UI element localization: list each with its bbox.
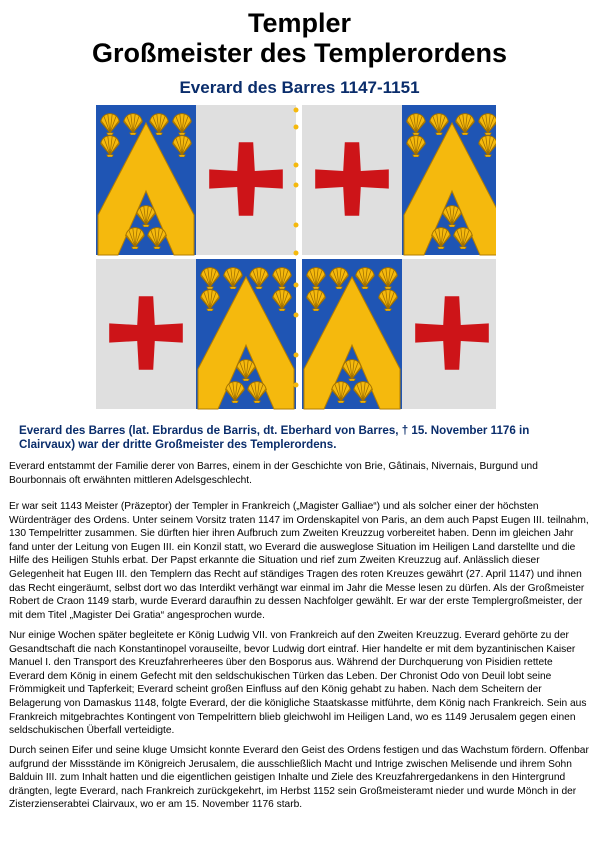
body-paragraph-2: Er war seit 1143 Meister (Präzeptor) der Templer in Frankreich („Magister Galliae“) und als solcher einer der höchsten Würdenträger des Ordens. Unter seinem Vorsitz traten 1147 im Ordenskapitel von Paris, an dem auch Papst Eugen III. teilnahm, 130 Tempelritter zusammen. Sie dürften hier ihren Aufbruch zum Zweiten Kreuzzug vorbereitet haben. Denn im gleichen Jahr fand unter der Leitung von Eugen III. ein Konzil statt, wo Everard die ausweglose Situation im Heiligen Land darstellte und die Hilfe des Heiligen Stuhls erbat. Der Papst erkannte die Situation und rief zum Zweiten Kreuzzug auf. Anlässlich dieser Gelegenheit hat Eugen III. den Templern das Recht auf ständiges Tragen des roten Kreuzes gewährt (27. April 1147) und ihnen das Recht eingeräumt, selbst dort wo das Interdikt verhängt war einmal im Jahr die Messe lesen zu dürfen. Als der Großmeister Robert de Craon 1149 starb, wurde Everard daraufhin zu dessen Nachfolger gewählt. Er war der erste Templergroßmeister, der mit dem Titel „Magister Dei Gratia“ angesprochen wurde.	[9, 501, 589, 621]
intro-paragraph: Everard des Barres (lat. Ebrardus de Barris, dt. Eberhard von Barres, † 15. November 1176 in Clairvaux) war der dritte Großmeister des Templerordens.	[19, 424, 530, 451]
right-arms	[302, 105, 496, 409]
page-subtitle: Großmeister des Templerordens	[91, 38, 508, 68]
grandmaster-heading: Everard des Barres 1147-1151	[179, 78, 420, 97]
body-paragraph-4: Durch seinen Eifer und seine kluge Umsicht konnte Everard den Geist des Ordens festigen und das Wachstum fördern. Offenbar aufgrund der Missstände im Königreich Jerusalem, die ausschließlich Macht und Intrige zwischen Melisende und ihrem Sohn Balduin III. zum Inhalt hatten und die eigentlichen geistigen Inhalte und Ziele des Kreuzfahrergedankens in den Hintergrund drängten, legte Everard, nach Frankreich zurückgekehrt, im Herbst 1152 sein Großmeisteramt nieder und wurde Mönch in der Zisterzienserabtei Clairvaux, wo er am 15. November 1176 starb.	[9, 745, 589, 811]
coat-of-arms-image	[96, 105, 496, 411]
body-paragraph-3: Nur einige Wochen später begleitete er König Ludwig VII. von Frankreich auf den Zweiten Kreuzzug. Everard gehörte zu der Gesandtschaft die nach Konstantinopel vorauseilte, bevor Ludwig dort eintraf. Hier handelte er mit dem byzantinischen Kaiser Manuel I. den Transport des Kreuzfahrerheeres über den Bosporus aus. Während der Durchquerung von Pisidien rettete Everard dem König in einem Gefecht mit den seldschukischen Türken das Leben. Der Chronist Odo von Deuil lobt seine Frömmigkeit und Tapferkeit; Everard scheint großen Einfluss auf den König gehabt zu haben. Nach dem Scheitern der Belagerung von Damaskus 1148, folgte Everard, der die königliche Staatskasse mitführte, dem König nach Frankreich. Sein aus Frankreich mitgebrachtes Kontingent von Tempelrittern blieb gleichwohl im Heiligen Land, wo es 1149 Jerusalem gegen einen seldschukischen Überfall verteidigte.	[9, 630, 587, 737]
left-arms	[96, 105, 296, 409]
page-title: Templer	[247, 8, 352, 38]
body-paragraph-1: Everard entstammt der Familie derer von Barres, einem in der Geschichte von Brie, Gâtinais, Nivernais, Burgund und Bourbonnais oft erwähnten mittleren Adelsgeschlecht.	[9, 461, 538, 486]
